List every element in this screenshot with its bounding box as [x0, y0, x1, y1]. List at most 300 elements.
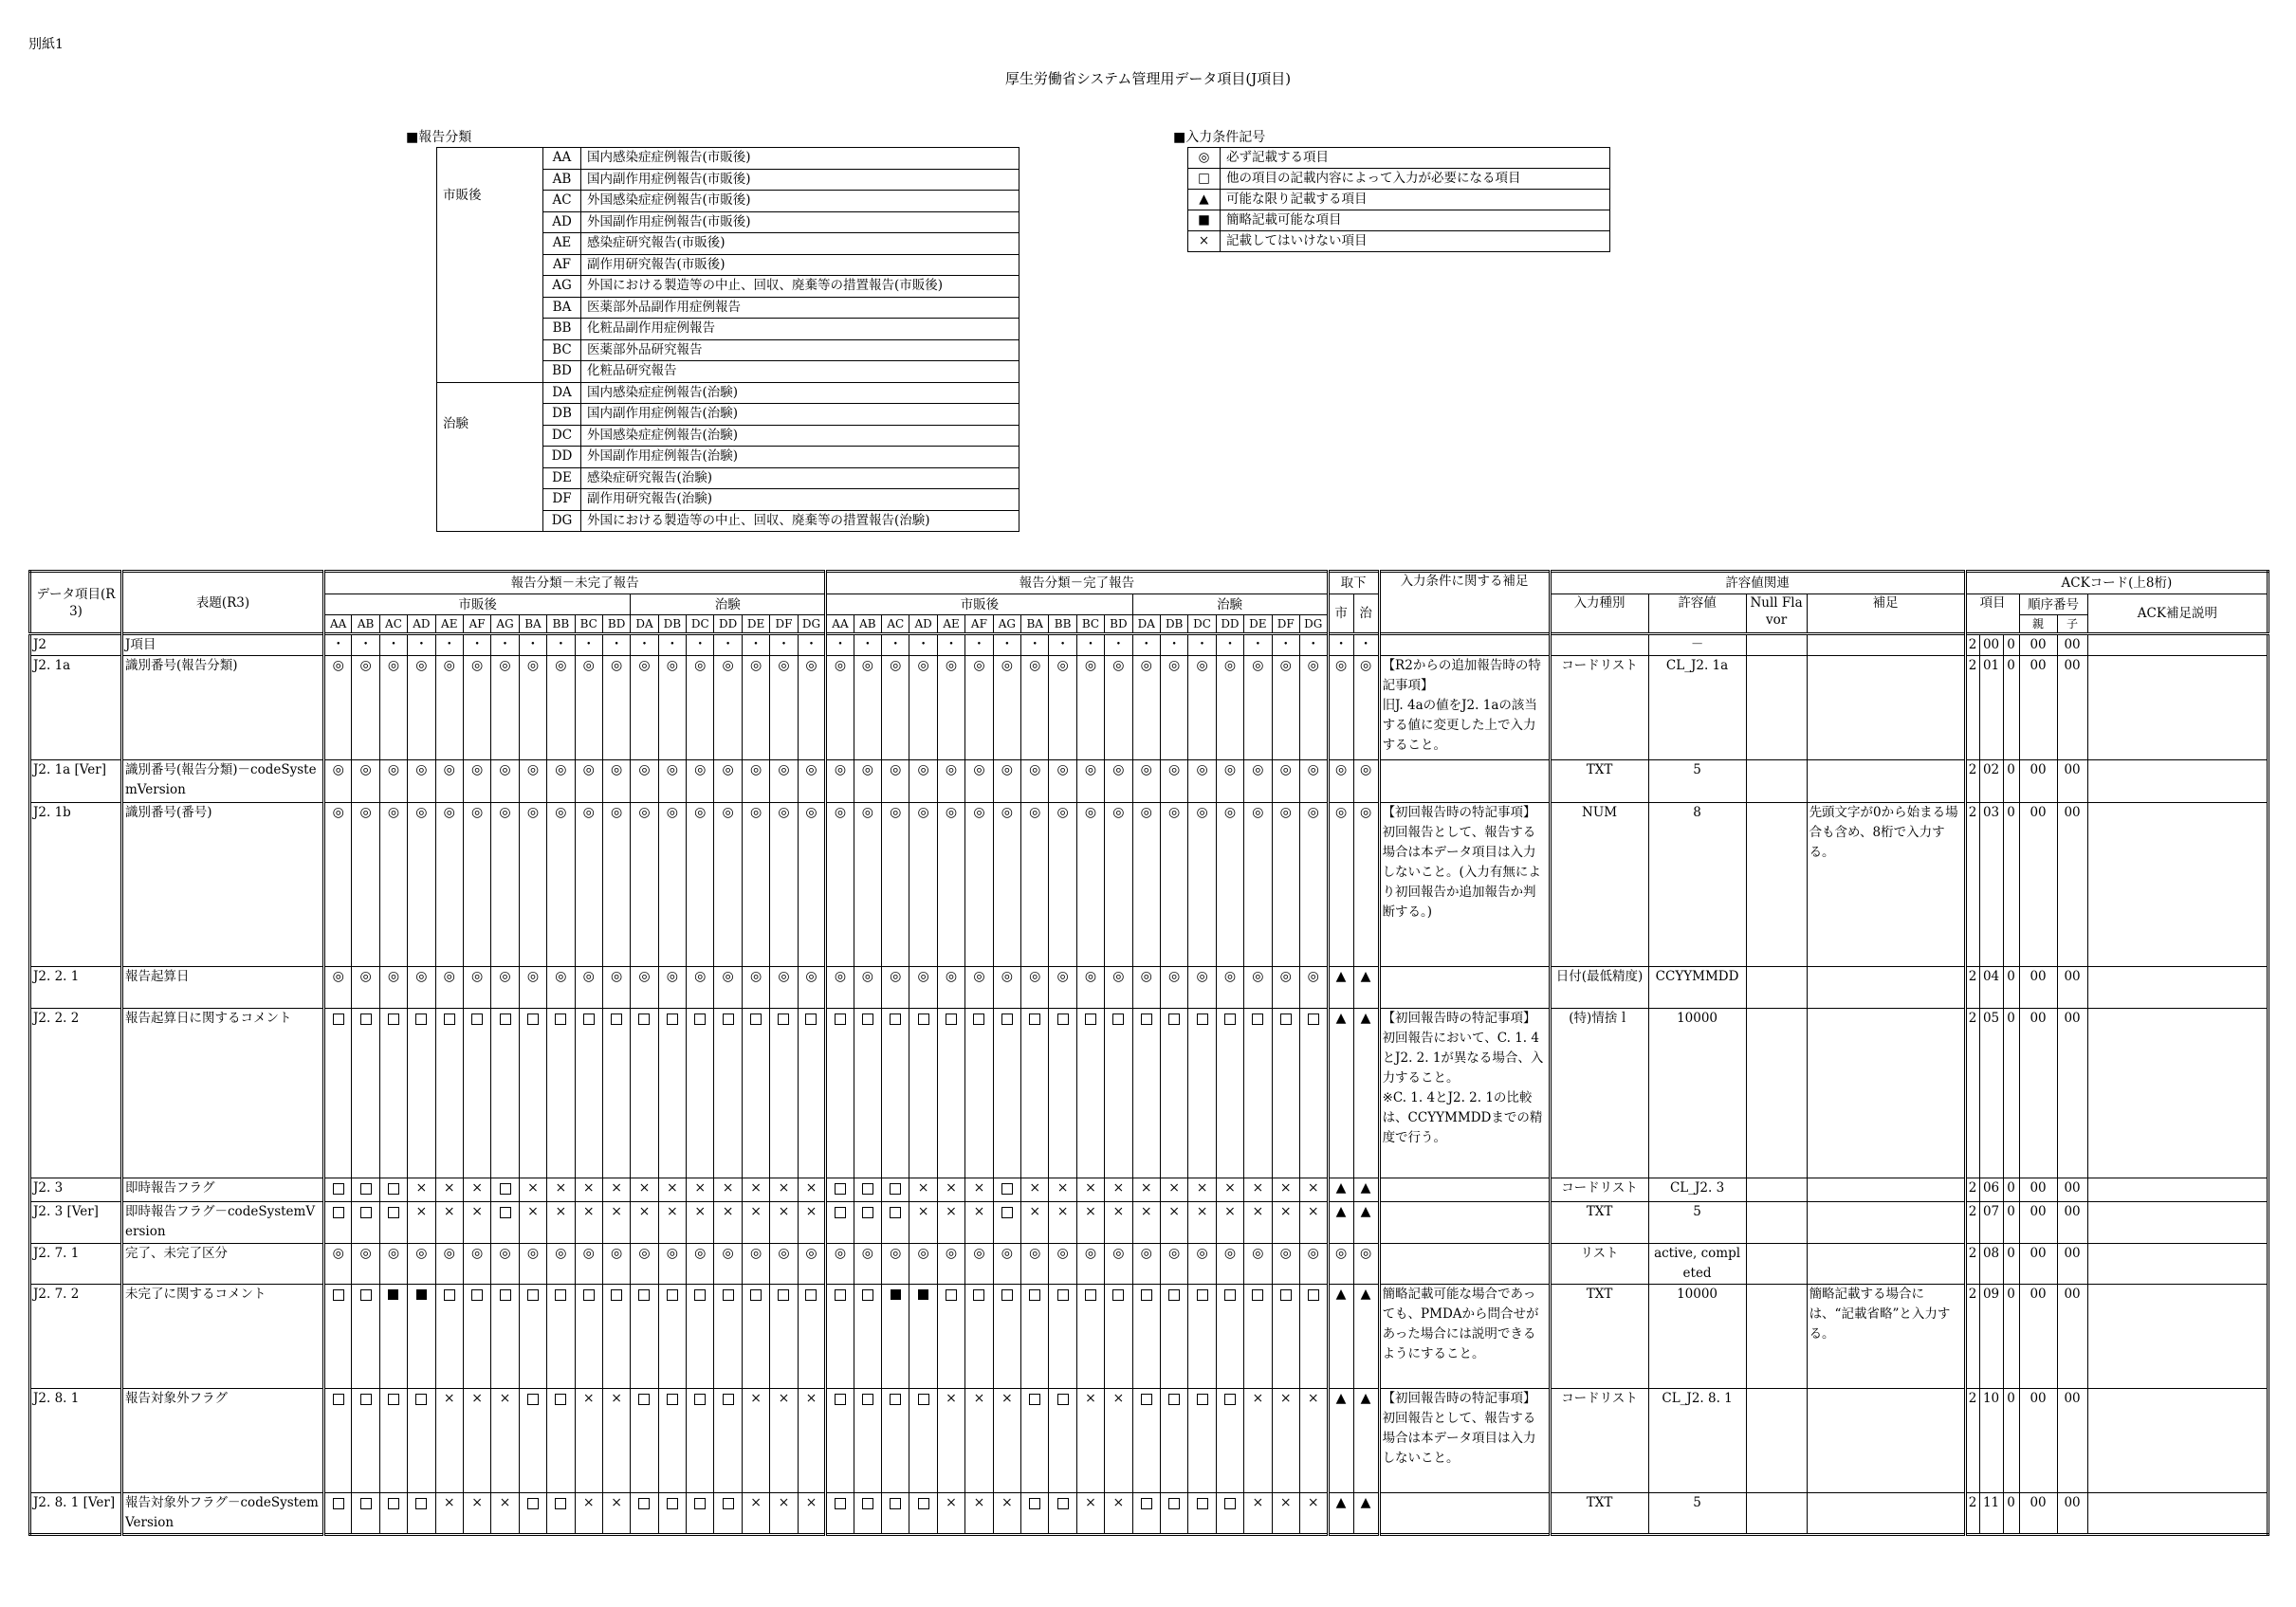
- header-code-ba: BA: [1021, 615, 1049, 634]
- cross-icon: ×: [993, 1389, 1020, 1493]
- null-flavor: [1746, 760, 1807, 803]
- ack-code-part: 00: [2057, 656, 2087, 760]
- input-type: TXT: [1550, 1493, 1648, 1535]
- legend-row: [1188, 169, 1610, 190]
- open-square-icon: [714, 1285, 742, 1389]
- allowed-note: [1807, 1202, 1965, 1244]
- open-square-icon: [324, 1493, 352, 1535]
- cross-icon: ×: [937, 1389, 964, 1493]
- double-circle-icon: ◎: [714, 1244, 742, 1285]
- classification-desc: 副作用研究報告(市販後): [581, 254, 1019, 276]
- double-circle-icon: ◎: [770, 967, 798, 1009]
- open-square-icon: [965, 1285, 993, 1389]
- filled-triangle-icon: ▲: [1353, 1178, 1379, 1202]
- table-row: [30, 760, 2268, 803]
- open-square-icon: [408, 1389, 435, 1493]
- null-flavor: [1746, 1244, 1807, 1285]
- double-circle-icon: ◎: [1328, 760, 1353, 803]
- ack-code-part: 2: [1965, 1178, 1979, 1202]
- open-square-icon: [1049, 1285, 1076, 1389]
- header-code-da: DA: [1132, 615, 1160, 634]
- double-circle-icon: ◎: [742, 967, 769, 1009]
- classification-code: DE: [543, 467, 581, 489]
- ack-code-part: 01: [1979, 656, 2003, 760]
- cross-icon: ×: [602, 1389, 630, 1493]
- cross-icon: ×: [965, 1202, 993, 1244]
- cross-icon: ×: [1076, 1493, 1104, 1535]
- cross-icon: ×: [937, 1202, 964, 1244]
- header-ack-item: 項目: [1965, 594, 2019, 634]
- open-square-icon: [909, 1389, 937, 1493]
- double-circle-icon: ◎: [352, 803, 379, 967]
- double-circle-icon: ◎: [1105, 1244, 1132, 1285]
- ack-code-part: 0: [2003, 1285, 2019, 1389]
- dot-icon: ・: [352, 634, 379, 656]
- cross-icon: ×: [602, 1178, 630, 1202]
- dot-icon: ・: [826, 634, 854, 656]
- dot-icon: ・: [575, 634, 602, 656]
- classification-desc: 外国副作用症例報告(治験): [581, 447, 1019, 468]
- header-code-bc: BC: [575, 615, 602, 634]
- ack-code-part: 00: [2019, 1389, 2057, 1493]
- header-code-db: DB: [1160, 615, 1187, 634]
- double-circle-icon: ◎: [435, 760, 463, 803]
- open-square-icon: [575, 1285, 602, 1389]
- double-circle-icon: ◎: [1272, 967, 1299, 1009]
- cross-icon: ×: [1105, 1178, 1132, 1202]
- cross-icon: ×: [1216, 1178, 1243, 1202]
- dot-icon: ・: [379, 634, 407, 656]
- double-circle-icon: ◎: [1132, 967, 1160, 1009]
- dot-icon: ・: [1244, 634, 1272, 656]
- open-square-icon: [1216, 1009, 1243, 1178]
- open-square-icon: [826, 1202, 854, 1244]
- open-square-icon: [1299, 1285, 1328, 1389]
- data-item-id: J2. 7. 2: [30, 1285, 122, 1389]
- data-item-title: 識別番号(報告分類)－codeSystemVersion: [122, 760, 324, 803]
- open-square-icon: [379, 1178, 407, 1202]
- allowed-value: 10000: [1648, 1009, 1746, 1178]
- ack-code-part: 0: [2003, 803, 2019, 967]
- null-flavor: [1746, 1202, 1807, 1244]
- filled-square-icon: [909, 1285, 937, 1389]
- open-square-icon: [324, 1202, 352, 1244]
- header-code-da: DA: [631, 615, 658, 634]
- header-allowed-values: 許容値関連: [1550, 572, 1965, 594]
- open-square-icon: [519, 1493, 546, 1535]
- open-square-icon: [324, 1178, 352, 1202]
- ack-note: [2087, 967, 2268, 1009]
- open-square-icon: [658, 1389, 686, 1493]
- open-square-icon: [547, 1285, 575, 1389]
- open-square-icon: [909, 1493, 937, 1535]
- data-item-title: 報告起算日: [122, 967, 324, 1009]
- double-circle-icon: ◎: [937, 1244, 964, 1285]
- double-circle-icon: ◎: [1244, 803, 1272, 967]
- table-row: [30, 1009, 2268, 1178]
- ack-code-part: 00: [2019, 634, 2057, 656]
- filled-triangle-icon: ▲: [1353, 1493, 1379, 1535]
- condition-note: [1379, 967, 1550, 1009]
- ack-code-part: 00: [2057, 1389, 2087, 1493]
- filled-square-icon: [882, 1285, 909, 1389]
- open-square-icon: [882, 1202, 909, 1244]
- open-square-icon: [491, 1202, 519, 1244]
- header-code-dd: DD: [714, 615, 742, 634]
- report-classification-heading: ■報告分類: [406, 130, 472, 145]
- double-circle-icon: ◎: [1105, 803, 1132, 967]
- double-circle-icon: ◎: [1132, 1244, 1160, 1285]
- null-flavor: [1746, 1178, 1807, 1202]
- double-circle-icon: ◎: [1216, 1244, 1243, 1285]
- ack-code-part: 00: [2019, 1178, 2057, 1202]
- cross-icon: ×: [1244, 1178, 1272, 1202]
- double-circle-icon: ◎: [742, 656, 769, 760]
- dot-icon: ・: [993, 634, 1020, 656]
- double-circle-icon: ◎: [658, 760, 686, 803]
- open-square-icon: [826, 1389, 854, 1493]
- input-type: 日付(最低精度): [1550, 967, 1648, 1009]
- table-row: [30, 1178, 2268, 1202]
- classification-code: DC: [543, 425, 581, 447]
- double-circle-icon: ◎: [714, 760, 742, 803]
- dot-icon: ・: [965, 634, 993, 656]
- input-type: リスト: [1550, 1244, 1648, 1285]
- double-circle-icon: ◎: [687, 967, 714, 1009]
- data-item-id: J2. 1a [Ver]: [30, 760, 122, 803]
- cross-icon: ×: [909, 1178, 937, 1202]
- double-circle-icon: ◎: [965, 760, 993, 803]
- open-square-icon: [435, 1009, 463, 1178]
- open-square-icon: [937, 1009, 964, 1178]
- header-code-dc: DC: [687, 615, 714, 634]
- input-type: NUM: [1550, 803, 1648, 967]
- ack-code-part: 02: [1979, 760, 2003, 803]
- cross-icon: ×: [965, 1178, 993, 1202]
- double-circle-icon: ◎: [379, 967, 407, 1009]
- cross-icon: ×: [993, 1493, 1020, 1535]
- open-square-icon: [770, 1285, 798, 1389]
- open-square-icon: [408, 1009, 435, 1178]
- double-circle-icon: ◎: [602, 967, 630, 1009]
- dot-icon: ・: [547, 634, 575, 656]
- double-circle-icon: ◎: [379, 760, 407, 803]
- open-square-icon: [1105, 1009, 1132, 1178]
- dot-icon: ・: [658, 634, 686, 656]
- cross-icon: ×: [519, 1178, 546, 1202]
- ack-code-part: 00: [2057, 1178, 2087, 1202]
- double-circle-icon: ◎: [1188, 803, 1216, 967]
- header-code-bb: BB: [547, 615, 575, 634]
- dot-icon: ・: [602, 634, 630, 656]
- cross-icon: ×: [1244, 1202, 1272, 1244]
- double-circle-icon: ◎: [714, 656, 742, 760]
- double-circle-icon: ◎: [798, 760, 826, 803]
- condition-note: [1379, 634, 1550, 656]
- open-square-icon: [658, 1009, 686, 1178]
- double-circle-icon: ◎: [408, 967, 435, 1009]
- cross-icon: ×: [1299, 1202, 1328, 1244]
- cross-icon: ×: [798, 1493, 826, 1535]
- cross-icon: ×: [631, 1178, 658, 1202]
- cross-icon: ×: [1272, 1202, 1299, 1244]
- double-circle-icon: ◎: [602, 656, 630, 760]
- report-classification-table: [436, 147, 1019, 532]
- double-circle-icon: ◎: [687, 656, 714, 760]
- cross-icon: ×: [1076, 1178, 1104, 1202]
- double-circle-icon: ◎: [435, 1244, 463, 1285]
- cross-icon: ×: [937, 1178, 964, 1202]
- allowed-value: －: [1648, 634, 1746, 656]
- double-circle-icon: ◎: [687, 760, 714, 803]
- cross-icon: ×: [435, 1389, 463, 1493]
- condition-note: [1379, 760, 1550, 803]
- header-postmarket: 市販後: [826, 594, 1132, 615]
- cross-icon: ×: [770, 1389, 798, 1493]
- header-code-ac: AC: [882, 615, 909, 634]
- ack-code-part: 07: [1979, 1202, 2003, 1244]
- double-circle-icon: ◎: [379, 1244, 407, 1285]
- double-circle-icon: ◎: [965, 803, 993, 967]
- data-item-id: J2. 8. 1 [Ver]: [30, 1493, 122, 1535]
- cross-icon: ×: [631, 1202, 658, 1244]
- double-circle-icon: ◎: [1076, 656, 1104, 760]
- double-circle-icon: ◎: [575, 1244, 602, 1285]
- header-code-ab: AB: [854, 615, 881, 634]
- open-square-icon: [352, 1285, 379, 1389]
- double-circle-icon: ◎: [1160, 1244, 1187, 1285]
- classification-code: BB: [543, 319, 581, 340]
- cross-icon: ×: [1272, 1389, 1299, 1493]
- ack-code-part: 00: [2057, 760, 2087, 803]
- cross-icon: ×: [714, 1178, 742, 1202]
- double-circle-icon: ◎: [854, 967, 881, 1009]
- data-item-id: J2. 2. 2: [30, 1009, 122, 1178]
- open-square-icon: [1021, 1389, 1049, 1493]
- ack-code-part: 0: [2003, 1202, 2019, 1244]
- double-circle-icon: ◎: [770, 803, 798, 967]
- allowed-note: [1807, 1244, 1965, 1285]
- ack-code-part: 00: [2057, 1493, 2087, 1535]
- header-allowed-value: 許容値: [1648, 594, 1746, 634]
- data-item-title: 即時報告フラグ: [122, 1178, 324, 1202]
- cross-icon: ×: [575, 1389, 602, 1493]
- cross-icon: ×: [742, 1202, 769, 1244]
- double-circle-icon: ◎: [993, 1244, 1020, 1285]
- header-withdrawn-trial: 治: [1353, 594, 1379, 634]
- null-flavor: [1746, 967, 1807, 1009]
- condition-note: 簡略記載可能な場合であっても、PMDAから問合せがあった場合には説明できるようにすること。: [1379, 1285, 1550, 1389]
- open-square-icon: [1160, 1389, 1187, 1493]
- cross-icon: ×: [770, 1493, 798, 1535]
- double-circle-icon: ◎: [993, 760, 1020, 803]
- null-flavor: [1746, 1389, 1807, 1493]
- open-square-icon: [714, 1009, 742, 1178]
- condition-note: [1379, 1493, 1550, 1535]
- data-item-title: 報告対象外フラグ－codeSystemVersion: [122, 1493, 324, 1535]
- classification-desc: 化粧品副作用症例報告: [581, 319, 1019, 340]
- header-code-bd: BD: [1105, 615, 1132, 634]
- input-type: (特)情捨ｌ: [1550, 1009, 1648, 1178]
- allowed-value: CL_J2. 8. 1: [1648, 1389, 1746, 1493]
- open-square-icon: [352, 1178, 379, 1202]
- classification-row: [437, 382, 1019, 404]
- table-row: [30, 1285, 2268, 1389]
- classification-code: AE: [543, 233, 581, 255]
- double-circle-icon: ◎: [882, 1244, 909, 1285]
- classification-code: AA: [543, 148, 581, 170]
- cross-icon: ×: [714, 1202, 742, 1244]
- open-square-icon: [742, 1009, 769, 1178]
- double-circle-icon: ◎: [658, 803, 686, 967]
- ack-code-part: 2: [1965, 656, 1979, 760]
- cross-icon: ×: [1105, 1493, 1132, 1535]
- header-code-ab: AB: [352, 615, 379, 634]
- open-square-icon: [1132, 1009, 1160, 1178]
- table-row: [30, 634, 2268, 656]
- data-item-id: J2. 3: [30, 1178, 122, 1202]
- double-circle-icon: ◎: [1299, 967, 1328, 1009]
- ack-code-part: 2: [1965, 1009, 1979, 1178]
- ack-code-part: 00: [2019, 1493, 2057, 1535]
- cross-icon: ×: [770, 1178, 798, 1202]
- ack-code-part: 04: [1979, 967, 2003, 1009]
- cross-icon: ×: [435, 1493, 463, 1535]
- classification-code: AC: [543, 191, 581, 212]
- allowed-value: 8: [1648, 803, 1746, 967]
- condition-note: [1379, 1178, 1550, 1202]
- double-circle-icon: ◎: [798, 656, 826, 760]
- double-circle-icon: ◎: [408, 656, 435, 760]
- data-item-title: 未完了に関するコメント: [122, 1285, 324, 1389]
- open-square-icon: [1160, 1009, 1187, 1178]
- header-trial: 治験: [631, 594, 826, 615]
- header-code-ad: AD: [909, 615, 937, 634]
- header-code-aa: AA: [324, 615, 352, 634]
- double-circle-icon: ◎: [1160, 967, 1187, 1009]
- double-circle-icon: ◎: [547, 967, 575, 1009]
- double-circle-icon: ◎: [798, 967, 826, 1009]
- dot-icon: ・: [798, 634, 826, 656]
- ack-code-part: 2: [1965, 803, 1979, 967]
- open-square-icon: [1049, 1493, 1076, 1535]
- double-circle-icon: ◎: [1105, 656, 1132, 760]
- ack-code-part: 00: [2057, 1285, 2087, 1389]
- ack-code-part: 03: [1979, 803, 2003, 967]
- open-square-icon: [1188, 1493, 1216, 1535]
- double-circle-icon: ◎: [408, 803, 435, 967]
- double-circle-icon: ◎: [1216, 803, 1243, 967]
- double-circle-icon: ◎: [463, 967, 490, 1009]
- open-square-icon: [826, 1285, 854, 1389]
- dot-icon: ・: [463, 634, 490, 656]
- cross-icon: ×: [463, 1202, 490, 1244]
- dot-icon: ・: [408, 634, 435, 656]
- double-circle-icon: ◎: [770, 1244, 798, 1285]
- double-circle-icon: ◎: [435, 803, 463, 967]
- open-square-icon: [1216, 1493, 1243, 1535]
- cross-icon: ×: [1299, 1493, 1328, 1535]
- double-circle-icon: ◎: [937, 656, 964, 760]
- double-circle-icon: ◎: [993, 656, 1020, 760]
- cross-icon: ×: [602, 1202, 630, 1244]
- open-square-icon: [463, 1285, 490, 1389]
- cross-icon: ×: [1021, 1202, 1049, 1244]
- double-circle-icon: ◎: [1076, 760, 1104, 803]
- double-circle-icon: ◎: [352, 760, 379, 803]
- double-circle-icon: ◎: [1188, 760, 1216, 803]
- cross-icon: ×: [687, 1202, 714, 1244]
- input-legend-table: [1187, 147, 1610, 252]
- ack-code-part: 2: [1965, 1202, 1979, 1244]
- allowed-value: 5: [1648, 1493, 1746, 1535]
- double-circle-icon: ◎: [854, 1244, 881, 1285]
- allowed-note: [1807, 1009, 1965, 1178]
- ack-note: [2087, 656, 2268, 760]
- double-circle-icon: ◎: [491, 1244, 519, 1285]
- double-circle-icon: ◎: [463, 760, 490, 803]
- ack-note: [2087, 1285, 2268, 1389]
- classification-code: BC: [543, 339, 581, 361]
- double-circle-icon: ◎: [408, 1244, 435, 1285]
- cross-icon: ×: [463, 1493, 490, 1535]
- classification-desc: 国内感染症症例報告(治験): [581, 382, 1019, 404]
- double-circle-icon: ◎: [826, 1244, 854, 1285]
- double-circle-icon: ◎: [1049, 656, 1076, 760]
- cross-icon: ×: [408, 1178, 435, 1202]
- double-circle-icon: ◎: [631, 656, 658, 760]
- double-circle-icon: ◎: [1049, 1244, 1076, 1285]
- double-circle-icon: ◎: [854, 760, 881, 803]
- dot-icon: ・: [742, 634, 769, 656]
- open-square-icon: [1021, 1285, 1049, 1389]
- double-circle-icon: ◎: [631, 760, 658, 803]
- double-circle-icon: ◎: [993, 803, 1020, 967]
- condition-note: [1379, 1244, 1550, 1285]
- open-square-icon: [658, 1285, 686, 1389]
- double-circle-icon: ◎: [575, 803, 602, 967]
- double-circle-icon: ◎: [547, 1244, 575, 1285]
- open-square-icon: [631, 1389, 658, 1493]
- cross-icon: ×: [435, 1178, 463, 1202]
- null-flavor: [1746, 634, 1807, 656]
- double-circle-icon: ◎: [575, 760, 602, 803]
- double-circle-icon: ◎: [1021, 1244, 1049, 1285]
- filled-triangle-icon: ▲: [1328, 1202, 1353, 1244]
- classification-desc: 医薬部外品研究報告: [581, 339, 1019, 361]
- open-square-icon: [1132, 1389, 1160, 1493]
- double-circle-icon: ◎: [324, 760, 352, 803]
- header-code-dd: DD: [1216, 615, 1243, 634]
- classification-code: DD: [543, 447, 581, 468]
- double-circle-icon: ◎: [435, 656, 463, 760]
- classification-group: 市販後: [437, 148, 543, 383]
- ack-code-part: 06: [1979, 1178, 2003, 1202]
- open-square-icon: [909, 1009, 937, 1178]
- filled-triangle-icon: ▲: [1353, 967, 1379, 1009]
- data-item-id: J2. 8. 1: [30, 1389, 122, 1493]
- classification-code: DA: [543, 382, 581, 404]
- double-circle-icon: ◎: [1299, 803, 1328, 967]
- cross-icon: ×: [798, 1389, 826, 1493]
- table-row: [30, 1493, 2268, 1535]
- null-flavor: [1746, 656, 1807, 760]
- ack-code-part: 09: [1979, 1285, 2003, 1389]
- table-row: [30, 967, 2268, 1009]
- open-square-icon: [1076, 1285, 1104, 1389]
- header-withdrawn: 取下: [1328, 572, 1379, 594]
- double-circle-icon: ◎: [714, 803, 742, 967]
